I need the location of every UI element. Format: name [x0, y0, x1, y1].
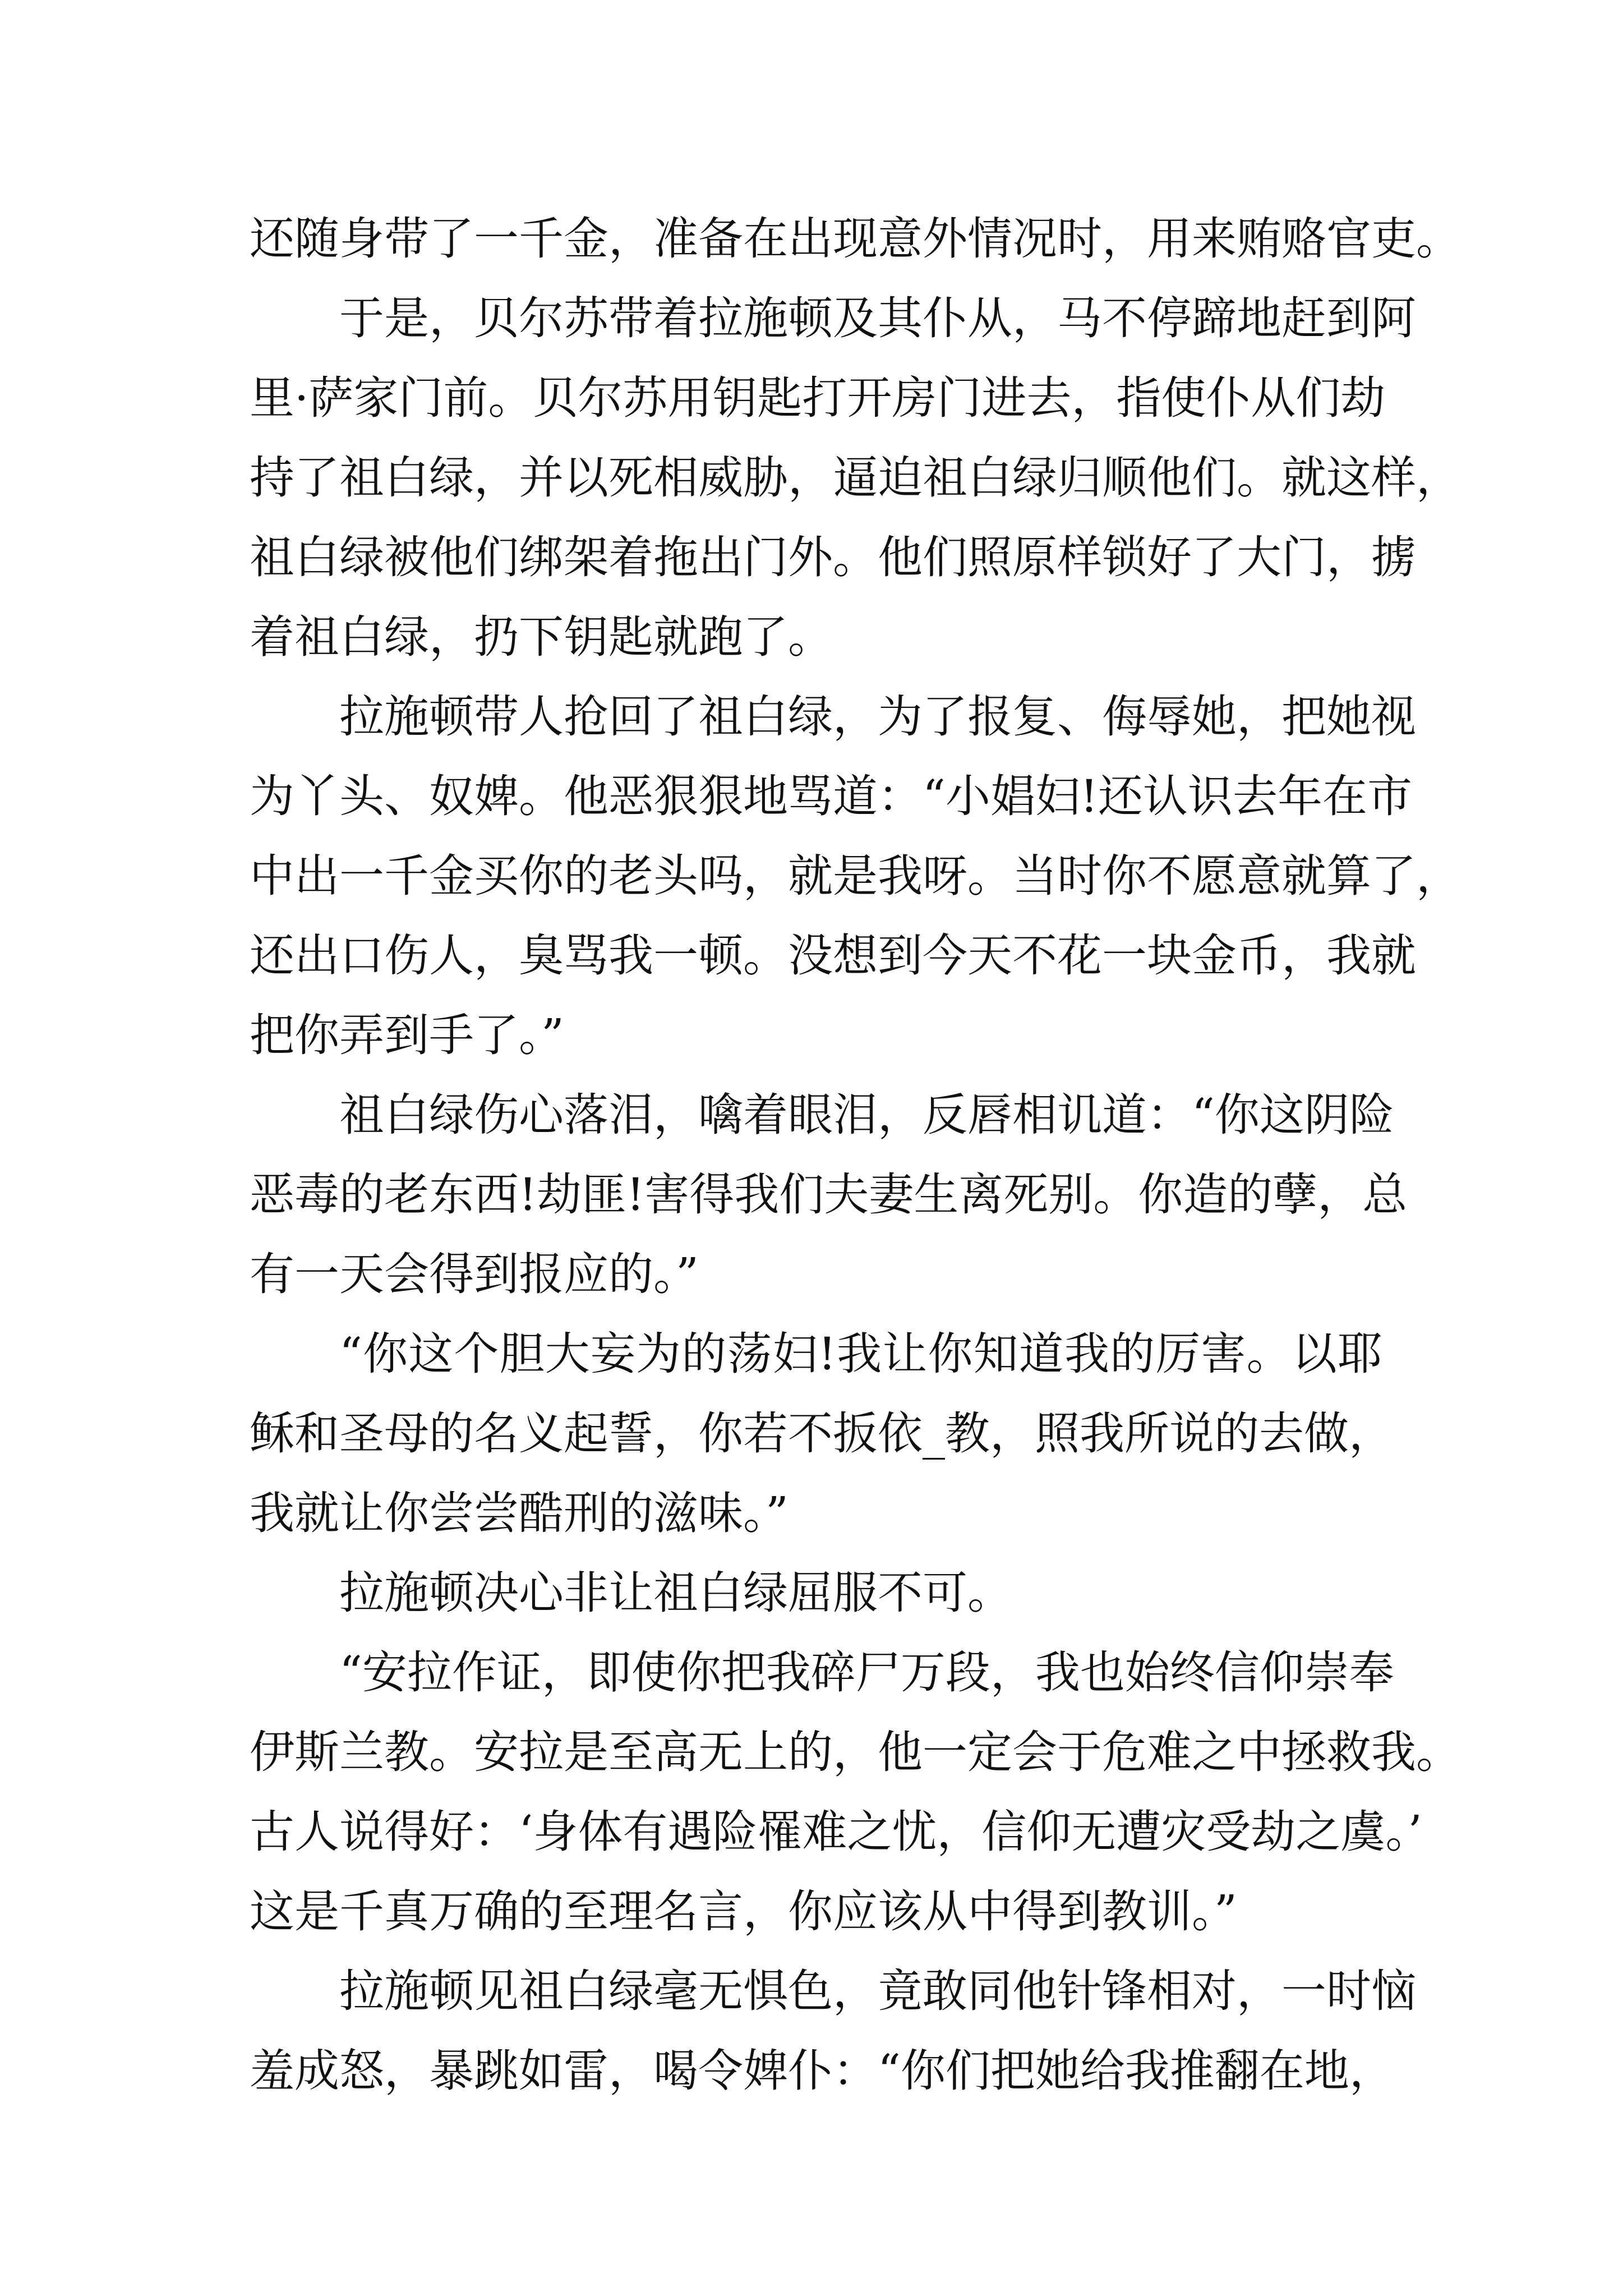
- text-line: 这是千真万确的至理名言，你应该从中得到教训。”: [250, 1885, 1237, 1938]
- text-line: 于是，贝尔苏带着拉施顿及其仆从，马不停蹄地赶到阿: [339, 292, 1416, 344]
- text-line: 还出口伤人，臭骂我一顿。没想到今天不花一块金币，我就: [250, 930, 1416, 982]
- text-line: 还随身带了一千金，准备在出现意外情况时，用来贿赂官吏。: [250, 213, 1461, 265]
- text-line: “安拉作证，即使你把我碎尸万段，我也始终信仰崇奉: [339, 1646, 1394, 1699]
- text-line: “你这个胆大妄为的荡妇!我让你知道我的厉害。以耶: [339, 1328, 1382, 1380]
- text-line: 羞成怒，暴跳如雷，喝令婢仆：“你们把她给我推翻在地，: [250, 2045, 1394, 2097]
- text-line: 把你弄到手了。”: [250, 1009, 564, 1061]
- text-line: 祖白绿伤心落泪，噙着眼泪，反唇相讥道：“你这阴险: [339, 1089, 1394, 1141]
- text-line: 拉施顿见祖白绿毫无惧色，竟敢同他针锋相对，一时恼: [339, 1965, 1416, 2017]
- text-line: 里·萨家门前。贝尔苏用钥匙打开房门进去，指使仆从们劫: [250, 372, 1386, 424]
- text-line: 祖白绿被他们绑架着拖出门外。他们照原样锁好了大门，掳: [250, 531, 1416, 583]
- text-line: 拉施顿带人抢回了祖白绿，为了报复、侮辱她，把她视: [339, 691, 1416, 743]
- text-line: 伊斯兰教。安拉是至高无上的，他一定会于危难之中拯救我。: [250, 1726, 1461, 1778]
- text-line: 着祖白绿，扔下钥匙就跑了。: [250, 611, 833, 663]
- text-line: 为丫头、奴婢。他恶狠狠地骂道：“小娼妇!还认识去年在市: [250, 770, 1413, 822]
- text-line: 有一天会得到报应的。”: [250, 1248, 699, 1300]
- text-line: 拉施顿决心非让祖白绿屈服不可。: [339, 1567, 1012, 1619]
- body-text: [250, 199, 1461, 2111]
- text-line: 稣和圣母的名义起誓，你若不扳依_教，照我所说的去做，: [250, 1407, 1394, 1460]
- text-line: 中出一千金买你的老头吗，就是我呀。当时你不愿意就算了，: [250, 850, 1461, 902]
- text-line: 古人说得好：‘身体有遇险罹难之忧，信仰无遭灾受劫之虞。’: [250, 1806, 1422, 1858]
- text-line: 我就让你尝尝酷刑的滋味。”: [250, 1487, 789, 1539]
- text-line: 持了祖白绿，并以死相威胁，逼迫祖白绿归顺他们。就这样，: [250, 452, 1461, 504]
- text-line: 恶毒的老东西!劫匪!害得我们夫妻生离死别。你造的孽，总: [250, 1168, 1408, 1221]
